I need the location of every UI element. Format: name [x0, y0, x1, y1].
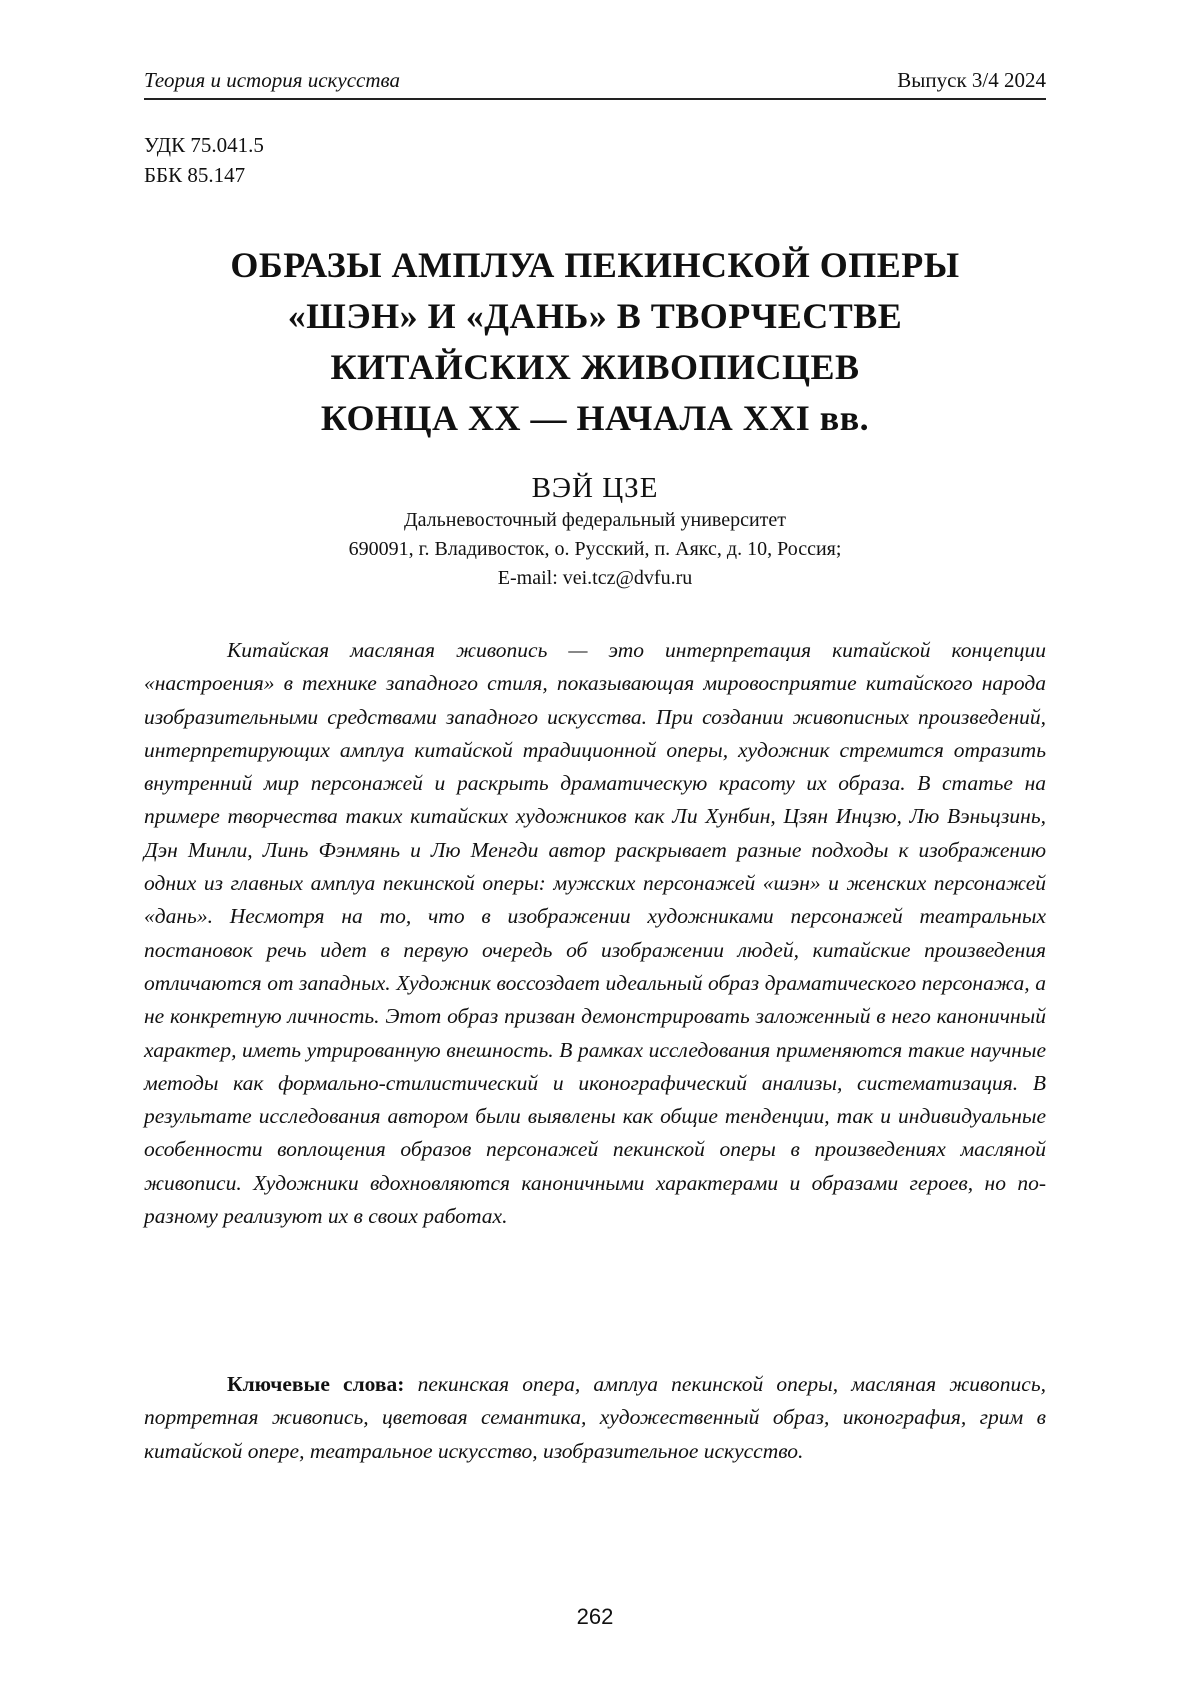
- author-affiliation: Дальневосточный федеральный университет: [144, 506, 1046, 535]
- udk-code: УДК 75.041.5: [144, 130, 264, 160]
- bbk-code: ББК 85.147: [144, 160, 264, 190]
- classification-codes: [144, 130, 264, 190]
- page-number: 262: [144, 1603, 1046, 1631]
- author-name: ВЭЙ ЦЗЕ: [144, 470, 1046, 506]
- article-title: [144, 240, 1046, 444]
- running-header: [144, 64, 1046, 100]
- title-line: КОНЦА XX — НАЧАЛА XXI вв.: [144, 393, 1046, 444]
- title-line: ОБРАЗЫ АМПЛУА ПЕКИНСКОЙ ОПЕРЫ: [144, 240, 1046, 291]
- abstract: Китайская масляная живопись — это интерпретация китайской концепции «настроения» в технике западного стиля, показывающая мировосприятие китайского народа изобразительными средствами западного искусства. При создании живописных произведений, интерпретирующих амплуа китайской традиционной оперы, художник стремится отразить внутренний мир персонажей и раскрыть драматическую красоту их образа. В статье на примере творчества таких китайских художников как Ли Хунбин, Цзян Инцзю, Лю Вэньцзинь, Дэн Минли, Линь Фэнмянь и Лю Менгди автор раскрывает разные подходы к изображению одних из главных амплуа пекинской оперы: мужских персонажей «шэн» и женских персонажей «дань». Несмотря на то, что в изображении художниками персонажей театральных постановок речь идет в первую очередь об изображении людей, китайские произведения отличаются от западных. Художник воссоздает идеальный образ драматического персонажа, а не конкретную личность. Этот образ призван демонстрировать заложенный в него каноничный характер, иметь утрированную внешность. В рамках исследования применяются такие научные методы как формально-стилистический и иконографический анализы, систематизация. В результате исследования автором были выявлены как общие тенденции, так и индивидуальные особенности воплощения образов персонажей пекинской оперы в произведениях масляной живописи. Художники вдохновляются каноничными характерами и образами героев, но по-разному реализуют их в своих работах.: [144, 634, 1046, 1233]
- author-block: [144, 470, 1046, 593]
- author-email: E-mail: vei.tcz@dvfu.ru: [144, 564, 1046, 593]
- keywords-text: пекинская опера, амплуа пекинской оперы, масляная живопись, портретная живопись, цветовая семантика, художественный образ, иконография, грим в китайской опере, театральное искусство, изобразительное искусство.: [144, 1372, 1046, 1463]
- issue-number: Выпуск 3/4 2024: [897, 66, 1046, 94]
- keywords: [144, 1368, 1046, 1468]
- keywords-label: Ключевые слова:: [227, 1372, 404, 1396]
- author-address: 690091, г. Владивосток, о. Русский, п. Аякс, д. 10, Россия;: [144, 535, 1046, 564]
- journal-name: Теория и история искусства: [144, 66, 400, 94]
- title-line: КИТАЙСКИХ ЖИВОПИСЦЕВ: [144, 342, 1046, 393]
- title-line: «ШЭН» И «ДАНЬ» В ТВОРЧЕСТВЕ: [144, 291, 1046, 342]
